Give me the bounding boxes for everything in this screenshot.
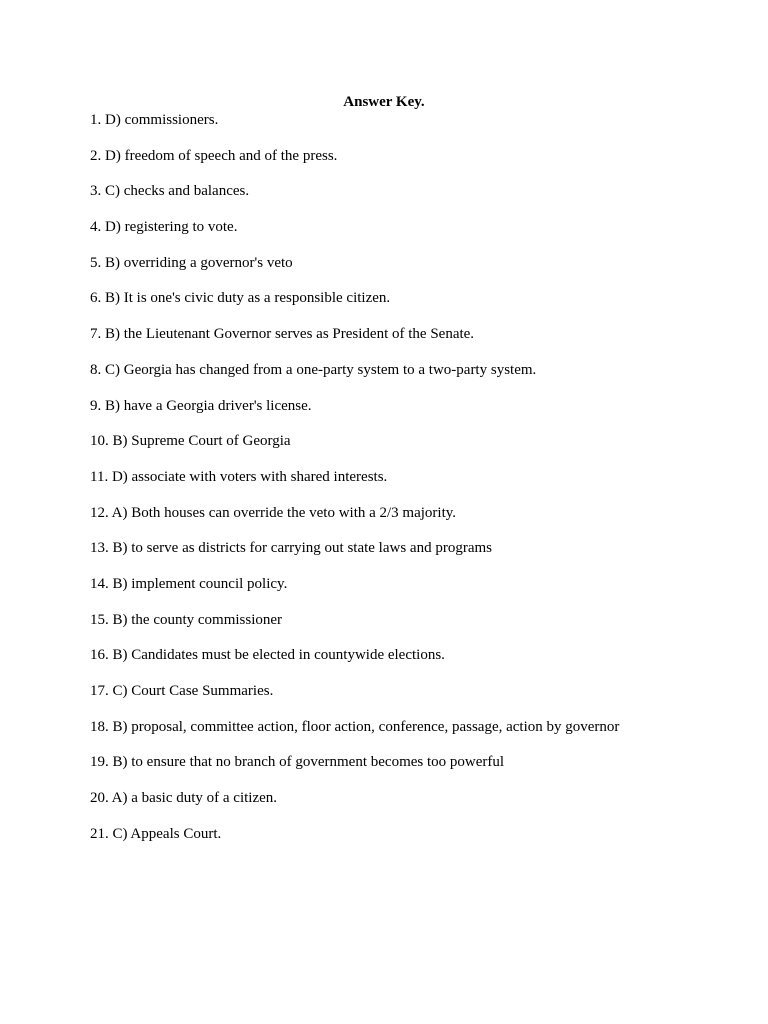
answer-item: 12. A) Both houses can override the veto with a 2/3 majority.	[90, 504, 457, 521]
answer-item: 15. B) the county commissioner	[90, 611, 283, 628]
answer-item: 10. B) Supreme Court of Georgia	[90, 433, 291, 450]
answer-item: 9. B) have a Georgia driver's license.	[90, 397, 312, 414]
answer-item: 20. A) a basic duty of a citizen.	[90, 790, 278, 807]
answer-item: 13. B) to serve as districts for carrying out state laws and programs	[90, 540, 492, 557]
answer-item: 21. C) Appeals Court.	[90, 825, 222, 842]
answer-item: 6. B) It is one's civic duty as a responsible citizen.	[90, 290, 391, 307]
answer-item: 17. C) Court Case Summaries.	[90, 683, 274, 699]
answer-item: 4. D) registering to vote.	[90, 219, 238, 236]
answer-item: 2. D) freedom of speech and of the press.	[90, 147, 338, 164]
answer-list	[90, 111, 619, 860]
answer-item: 14. B) implement council policy.	[90, 575, 288, 592]
page-title: Answer Key.	[343, 94, 425, 110]
answer-item: 19. B) to ensure that no branch of government becomes too powerful	[90, 754, 505, 771]
answer-item: 5. B) overriding a governor's veto	[90, 254, 293, 271]
answer-item: 3. C) checks and balances.	[90, 183, 250, 200]
answer-item: 11. D) associate with voters with shared interests.	[90, 468, 388, 485]
answer-item: 7. B) the Lieutenant Governor serves as President of the Senate.	[90, 326, 475, 343]
answer-item: 18. B) proposal, committee action, floor action, conference, passage, action by governor	[90, 718, 620, 735]
answer-item: 1. D) commissioners.	[90, 112, 219, 128]
answer-item: 16. B) Candidates must be elected in countywide elections.	[90, 647, 445, 664]
answer-item: 8. C) Georgia has changed from a one-party system to a two-party system.	[90, 361, 537, 378]
